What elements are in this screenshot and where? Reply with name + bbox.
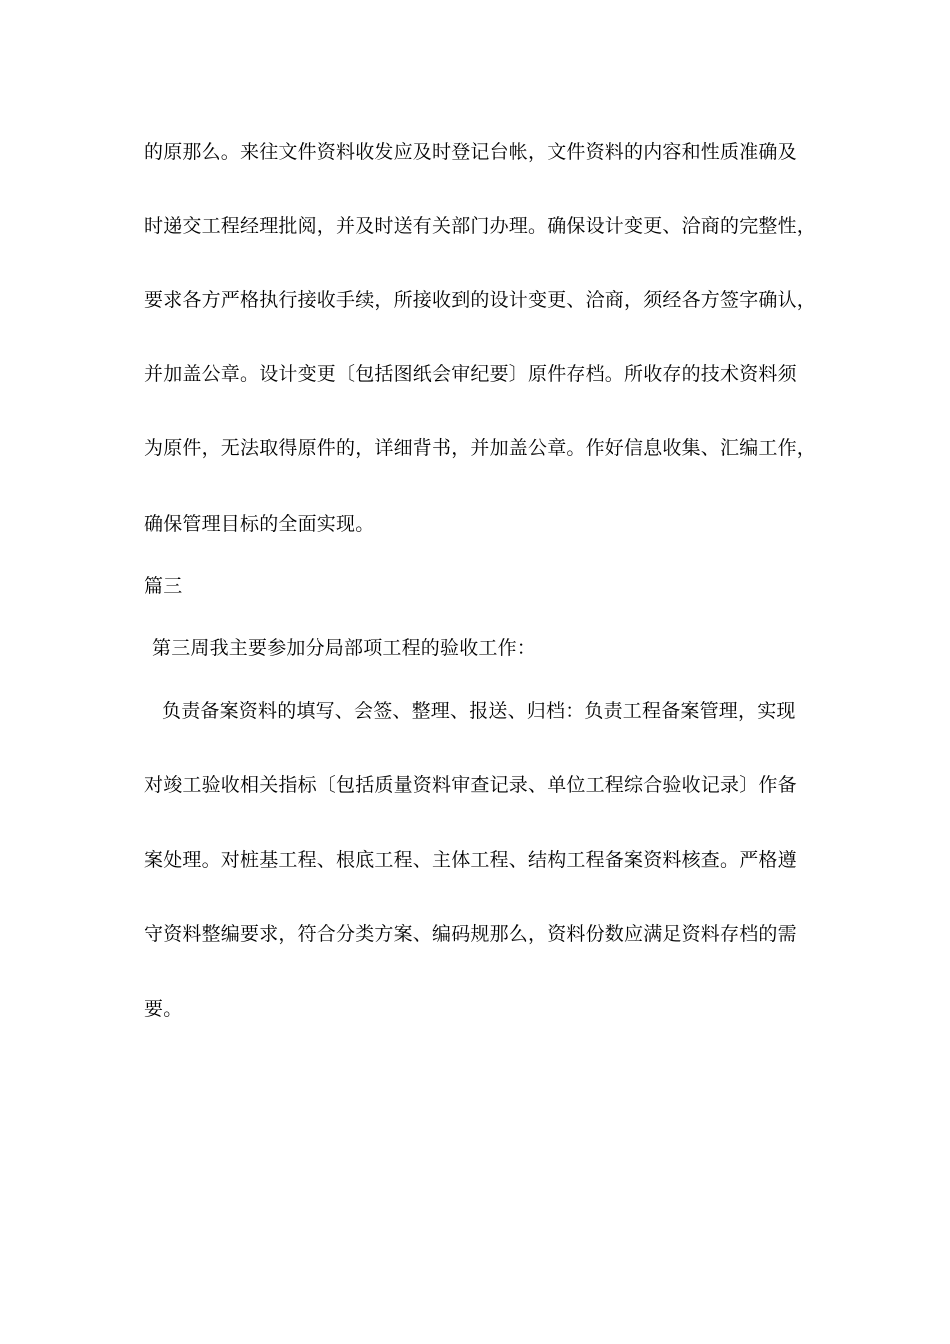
paragraph-line: 要求各方严格执行接收手续，所接收到的设计变更、洽商，须经各方签字确认， xyxy=(144,289,817,311)
paragraph-line: 为原件，无法取得原件的，详细背书，并加盖公章。作好信息收集、汇编工作， xyxy=(144,437,817,459)
paragraph-line: 要。 xyxy=(144,998,183,1020)
paragraph-line: 案处理。对桩基工程、根底工程、主体工程、结构工程备案资料核查。严格遵 xyxy=(144,849,797,871)
paragraph-line: 确保管理目标的全面实现。 xyxy=(144,513,375,535)
paragraph-line: 负责备案资料的填写、会签、整理、报送、归档：负责工程备案管理，实现 xyxy=(162,700,796,722)
paragraph-line: 对竣工验收相关指标〔包括质量资料审查记录、单位工程综合验收记录〕作备 xyxy=(144,774,797,796)
section-intro: 第三周我主要参加分局部项工程的验收工作： xyxy=(152,637,537,659)
paragraph-line: 的原那么。来往文件资料收发应及时登记台帐，文件资料的内容和性质准确及 xyxy=(144,141,797,163)
paragraph-line: 时递交工程经理批阅，并及时送有关部门办理。确保设计变更、洽商的完整性， xyxy=(144,215,817,237)
paragraph-line: 并加盖公章。设计变更〔包括图纸会审纪要〕原件存档。所收存的技术资料须 xyxy=(144,363,797,385)
paragraph-line: 守资料整编要求，符合分类方案、编码规那么，资料份数应满足资料存档的需 xyxy=(144,923,797,945)
section-heading: 篇三 xyxy=(144,575,183,597)
